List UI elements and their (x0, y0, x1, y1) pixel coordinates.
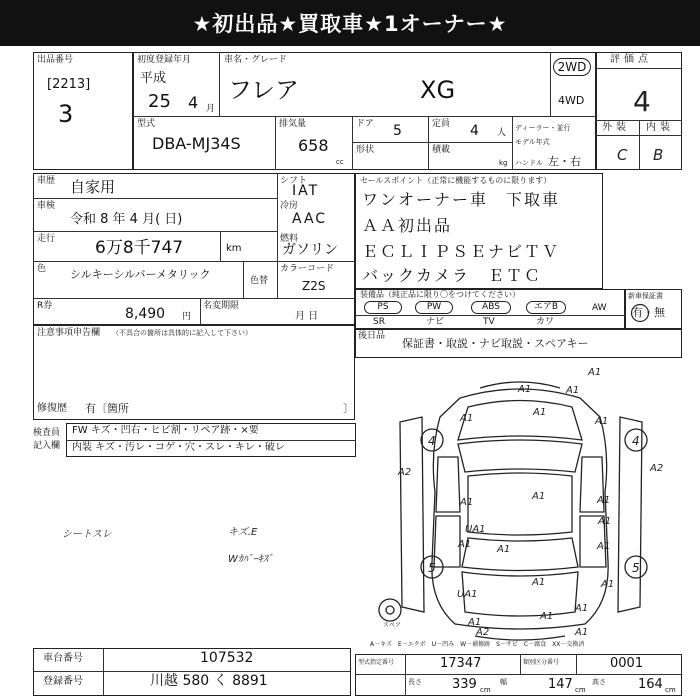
reg-month: 4 (188, 93, 199, 112)
newcar-label: 新車保証書 (628, 292, 663, 300)
note-cover: Wｶﾊﾞｰｷｽﾞ (228, 554, 273, 565)
sales-line-3: ＥＣＬＩＰＳＥナビＴＶ (362, 242, 561, 261)
fuel-value: ガソリン (282, 242, 338, 258)
disp-value: 658 (298, 136, 329, 155)
chassis-value: 107532 (200, 650, 254, 666)
handle-value: 左・右 (548, 155, 581, 168)
ac-label: 冷房 (280, 201, 299, 211)
mark-24: A1 (598, 516, 612, 527)
inspector-label-2: 記入欄 (33, 441, 61, 451)
sales-line-4: バックカメラ ＥＴＣ (362, 266, 543, 285)
side-left (400, 417, 424, 612)
repair-value: 有〔箇所 (85, 402, 129, 415)
score-label: 評価点 (610, 54, 652, 65)
damage-legend: A－キズ E－エクボ U－凹み W－補修跡 S－サビ C－腐食 XX－交換済 (370, 641, 585, 648)
drive-4wd: 4WD (558, 94, 585, 107)
colorcode-value: Z2S (302, 279, 326, 293)
inspector-line-2: 内装 キズ・汚レ・コゲ・穴・スレ・キレ・破レ (72, 442, 285, 453)
newcar-value: 有・無 (632, 306, 665, 319)
class-value: 0001 (610, 656, 644, 671)
shift-label: シフト (280, 176, 308, 186)
mark-19: UA1 (457, 589, 478, 600)
mark-12: A1 (597, 541, 611, 552)
int-label: 内装 (646, 122, 674, 133)
inspection-value: 令和 8 年 4 月( 日) (70, 212, 183, 227)
typecode-label: 型式指定番号 (358, 659, 395, 666)
rear-hatch (462, 572, 578, 616)
modelyear-label: モデル年式 (515, 138, 550, 146)
hood (458, 401, 582, 441)
mileage-label: 走行 (37, 234, 56, 244)
lot-grade: 3 (58, 100, 74, 128)
mark-16: A1 (540, 611, 554, 622)
shape-label: 形状 (356, 145, 375, 155)
history-label: 車歴 (37, 176, 56, 186)
mark-wheel-fl: 4 (428, 434, 436, 448)
mileage-unit: km (226, 243, 242, 254)
car-diagram (360, 362, 682, 647)
mark-5: A2 (398, 467, 412, 478)
door-value: 5 (393, 123, 402, 139)
reg-era: 平成 (140, 71, 167, 86)
note-scratch: キズ.E (228, 527, 258, 538)
sales-line-2: ＡＡ初出品 (362, 216, 453, 235)
mark-11: A1 (458, 539, 472, 550)
equip-leather: カワ (536, 317, 555, 327)
int-value: B (653, 146, 664, 164)
inspector-label-1: 検査員 (33, 428, 61, 438)
plate-value: 川越 580 く 8891 (150, 673, 268, 689)
score-value: 4 (633, 85, 651, 118)
height-value: 164 (638, 677, 663, 692)
cap-value: 4 (470, 123, 479, 139)
cap-label: 定員 (432, 119, 451, 129)
spare-tire (379, 599, 401, 621)
car-grade: XG (420, 76, 456, 104)
dealer-label: ディーラー・並行 (515, 124, 571, 132)
plate-label: 登録番号 (43, 676, 83, 687)
chassis-label: 車台番号 (43, 653, 83, 664)
remarks-box (33, 325, 355, 420)
car-name: フレア (228, 76, 300, 104)
after-label: 後日品 (358, 331, 386, 341)
mark-18: UA1 (465, 524, 486, 535)
width-unit: cm (575, 686, 586, 694)
note-seat: シートスレ (62, 529, 112, 540)
equip-abs: ABS (471, 301, 511, 314)
car-name-label: 車名・グレード (224, 55, 288, 65)
spare-tire-hub (386, 606, 394, 614)
height-label: 高さ (592, 678, 606, 686)
class-label: 類別区分番号 (523, 659, 560, 666)
inspector-line-1: FW キズ・凹右・ヒビ割・リペア跡・×要 (72, 425, 259, 436)
typecode-value: 17347 (440, 656, 482, 671)
equip-aw: AW (592, 303, 607, 313)
mark-22: A1 (566, 385, 580, 396)
reg-month-unit: 月 (206, 104, 216, 114)
mark-2: A1 (518, 384, 532, 395)
remarks-label: 注意事項申告欄 (37, 328, 101, 338)
cap-unit: 人 (497, 128, 507, 138)
newcar-circle (630, 303, 650, 323)
after-value: 保証書・取説・ナビ取説・スペアキー (402, 337, 589, 350)
ext-label: 外装 (602, 122, 630, 133)
colorcode-label: カラーコード (280, 264, 335, 274)
windshield (458, 440, 582, 472)
mark-14: A1 (601, 579, 615, 590)
width-value: 147 (548, 677, 573, 692)
rear-window (462, 538, 578, 571)
mark-9: A1 (597, 495, 611, 506)
equipment-label: 装備品（純正品に限り〇をつけてください） (360, 290, 520, 299)
equip-navi: ナビ (426, 317, 445, 327)
remarks-note: （不具合の箇所は具体的に記入して下さい） (112, 329, 252, 337)
mark-10: A1 (532, 491, 546, 502)
load-label: 積載 (432, 145, 451, 155)
door-label: ドア (356, 119, 374, 129)
mark-1: A1 (588, 367, 602, 378)
mark-wheel-fr: 4 (632, 434, 640, 448)
equip-tv: TV (483, 317, 495, 327)
fuel-label: 燃料 (280, 234, 299, 244)
equip-ps: PS (364, 301, 402, 314)
recycle-label: R券 (37, 301, 53, 311)
height-unit: cm (665, 686, 676, 694)
recycle-unit: 円 (182, 312, 192, 322)
mark-8: A1 (460, 497, 474, 508)
mark-15: A1 (575, 603, 589, 614)
width-label: 幅 (500, 678, 507, 686)
mark-wheel-rl: 5 (428, 561, 436, 575)
length-unit: cm (480, 686, 491, 694)
mark-wheel-rr: 5 (632, 561, 640, 575)
sales-line-1: ワンオーナー車 下取車 (362, 190, 561, 209)
lot-label: 出品番号 (37, 55, 74, 65)
door-left-front (436, 457, 460, 512)
mark-7: A1 (595, 416, 609, 427)
color-value: シルキーシルバーメタリック (70, 268, 211, 281)
mark-3: A1 (533, 407, 547, 418)
namechange-label: 名変期限 (203, 301, 240, 311)
disp-unit: cc (336, 158, 344, 166)
disp-label: 排気量 (279, 119, 307, 129)
recycle-value: 8,490 (125, 306, 166, 322)
lot-code: [2213] (47, 77, 91, 92)
door-left-rear (434, 516, 460, 567)
repair-label: 修復歴 (37, 403, 67, 414)
load-unit: kg (499, 159, 508, 167)
ac-value: AAC (292, 211, 328, 227)
lot-box (33, 52, 133, 170)
equip-airbag: エアB (526, 301, 566, 314)
color-change-label: 色替 (250, 276, 269, 286)
length-label: 長さ (408, 678, 422, 686)
length-value: 339 (452, 677, 477, 692)
mark-17: A1 (575, 627, 589, 638)
spare-label: スペア (383, 622, 402, 629)
shift-value: IAT (292, 183, 320, 199)
drive-2wd: 2WD (553, 58, 591, 76)
mark-20: A1 (468, 617, 482, 628)
reg-label: 初度登録年月 (137, 55, 192, 65)
model-value: DBA-MJ34S (152, 134, 241, 153)
mark-21: A1 (497, 544, 511, 555)
color-label: 色 (37, 264, 47, 274)
mark-13: A1 (532, 577, 546, 588)
model-label: 型式 (137, 119, 156, 129)
equip-pw: PW (415, 301, 453, 314)
handle-label: ハンドル (515, 159, 543, 167)
reg-year: 25 (148, 91, 171, 112)
namechange-value: 月 日 (295, 311, 319, 322)
mark-6: A2 (650, 463, 664, 474)
page-header: ★初出品★買取車★1オーナー★ (0, 0, 700, 46)
mileage-value: 6万8千747 (95, 238, 184, 258)
history-value: 自家用 (70, 178, 116, 196)
repair-close: 〕 (343, 402, 354, 415)
mark-23: A2 (476, 627, 490, 638)
ext-value: C (617, 146, 628, 164)
sales-label: セールスポイント（正常に機能するものに限ります） (360, 176, 552, 185)
equip-sr: SR (373, 317, 385, 327)
mark-4: A1 (460, 413, 474, 424)
inspection-label: 車検 (37, 201, 56, 211)
